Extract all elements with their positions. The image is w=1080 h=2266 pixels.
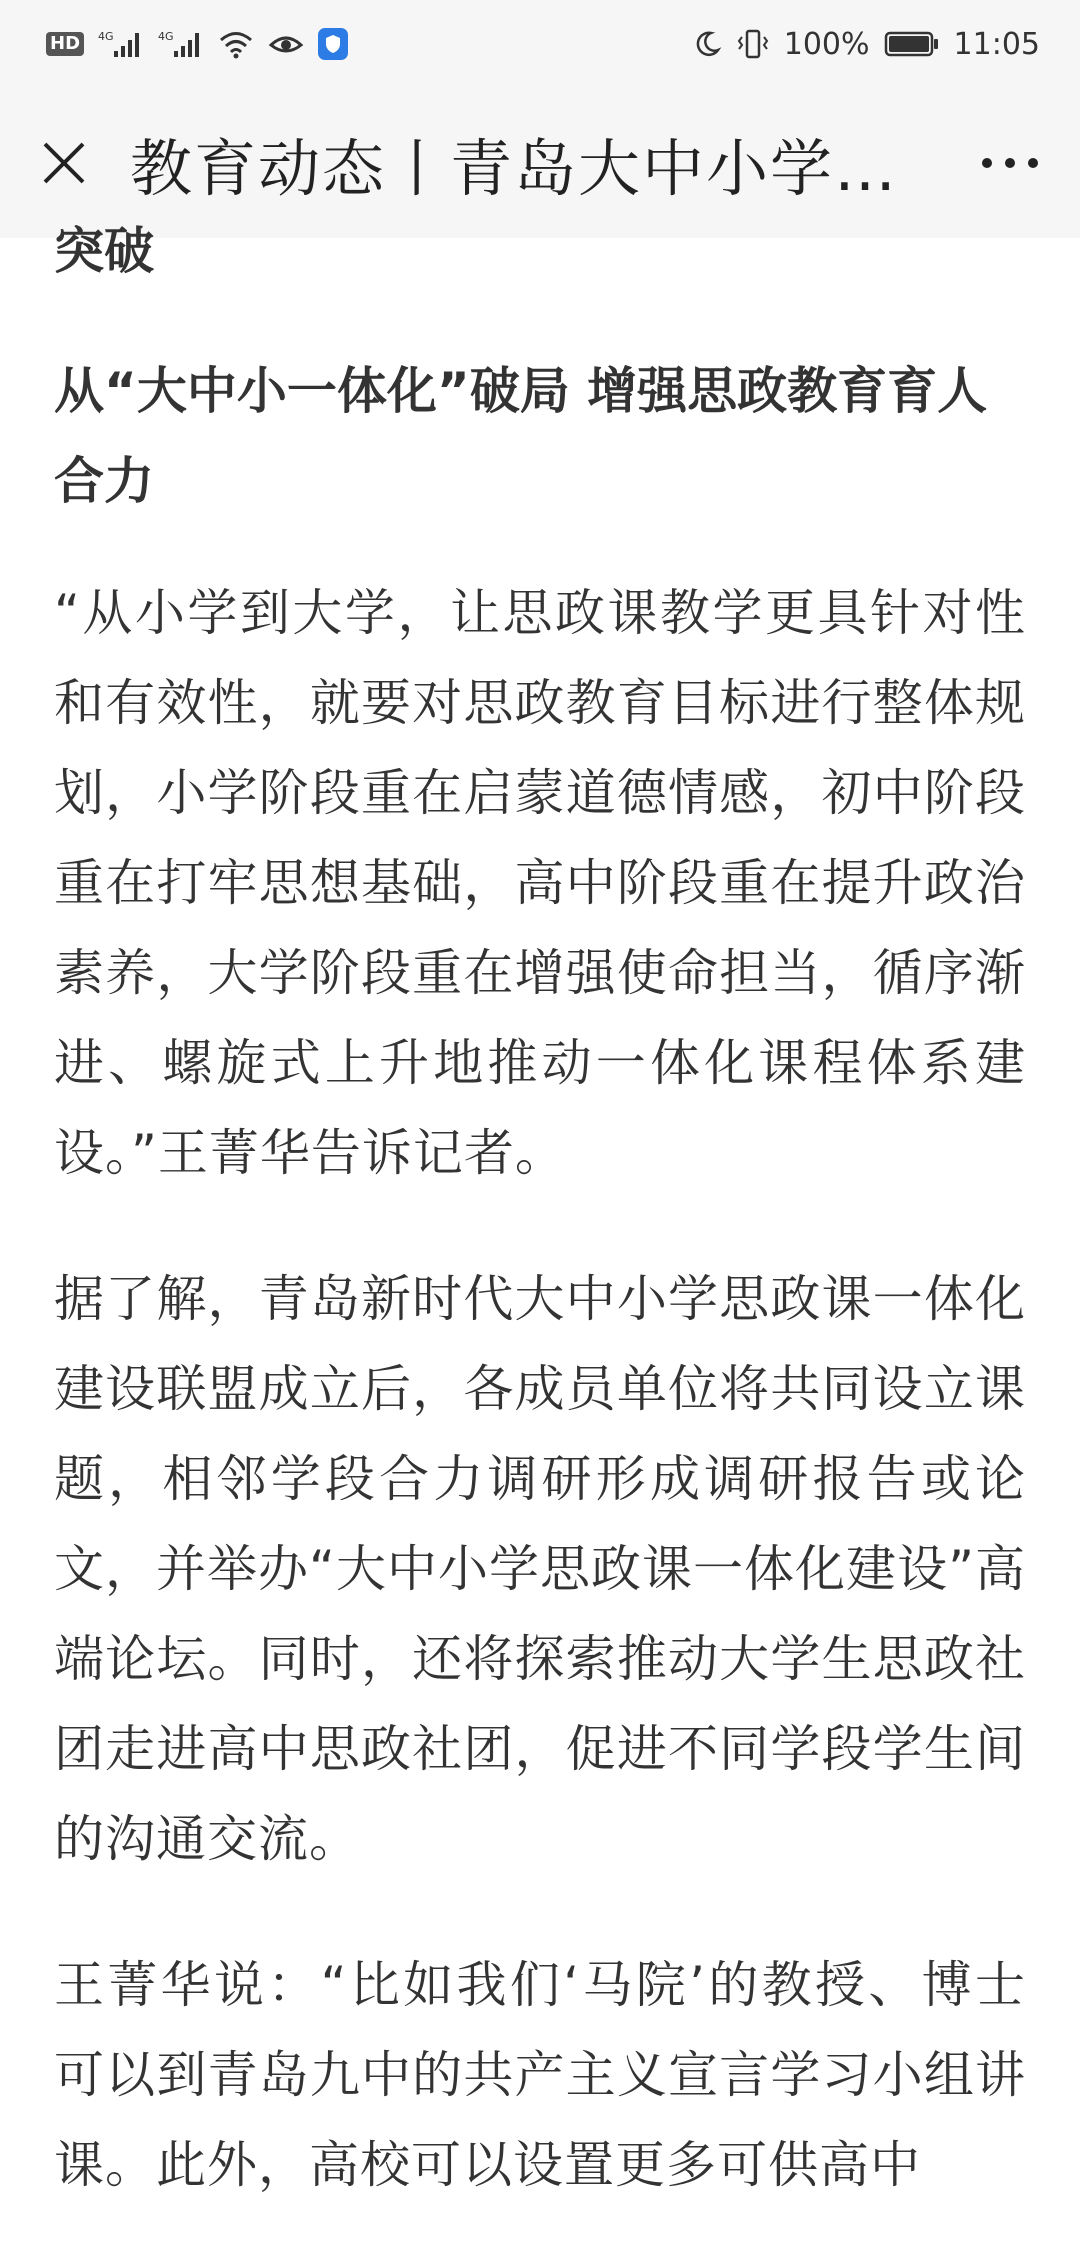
- vibrate-icon: [736, 28, 770, 60]
- signal-4g-label: 4G: [98, 30, 114, 43]
- article-paragraph: “从小学到大学，让思政课教学更具针对性和有效性，就要对思政教育目标进行整体规划，小学阶段重在启蒙道德情感，初中阶段重在打牢思想基础，高中阶段重在提升政治素养，大学阶段重在增强使命担当，循序渐进、螺旋式上升地推动一体化课程体系建设。”王菁华告诉记者。: [54, 584, 1026, 1182]
- moon-icon: [692, 29, 722, 59]
- more-button[interactable]: [960, 133, 1040, 193]
- status-left-icons: [46, 28, 348, 60]
- signal-icon-2: [158, 29, 204, 59]
- close-button[interactable]: [38, 137, 90, 189]
- article-content: [54, 222, 1026, 2266]
- signal-icon: [98, 29, 144, 59]
- clock: 11:05: [953, 26, 1040, 62]
- page-title: 教育动态丨青岛大中小学…: [130, 131, 899, 205]
- article-paragraph: 王菁华说：“比如我们‘马院’的教授、博士可以到青岛九中的共产主义宣言学习小组讲课。此外，高校可以设置更多可供高中: [54, 1956, 1026, 2194]
- shield-icon: [318, 28, 348, 60]
- more-dots-icon: [980, 156, 1040, 170]
- battery-icon: [884, 30, 940, 58]
- previous-heading-tail: 突破: [54, 222, 154, 280]
- hd-icon: HD: [46, 32, 84, 56]
- section-heading: 从“大中小一体化”破局 增强思政教育育人合力: [54, 362, 988, 510]
- eye-comfort-icon: [268, 29, 304, 59]
- status-right-icons: [692, 27, 1040, 62]
- close-icon: [41, 140, 87, 186]
- article-paragraph: 据了解，青岛新时代大中小学思政课一体化建设联盟成立后，各成员单位将共同设立课题，相邻学段合力调研形成调研报告或论文，并举办“大中小学思政课一体化建设”高端论坛。同时，还将探索推动大学生思政社团走进高中思政社团，促进不同学段学生间的沟通交流。: [54, 1270, 1026, 1868]
- status-bar: [0, 0, 1080, 88]
- signal-4g-label-2: 4G: [158, 30, 174, 43]
- battery-percent: 100%: [783, 26, 870, 62]
- wifi-icon: [218, 29, 254, 59]
